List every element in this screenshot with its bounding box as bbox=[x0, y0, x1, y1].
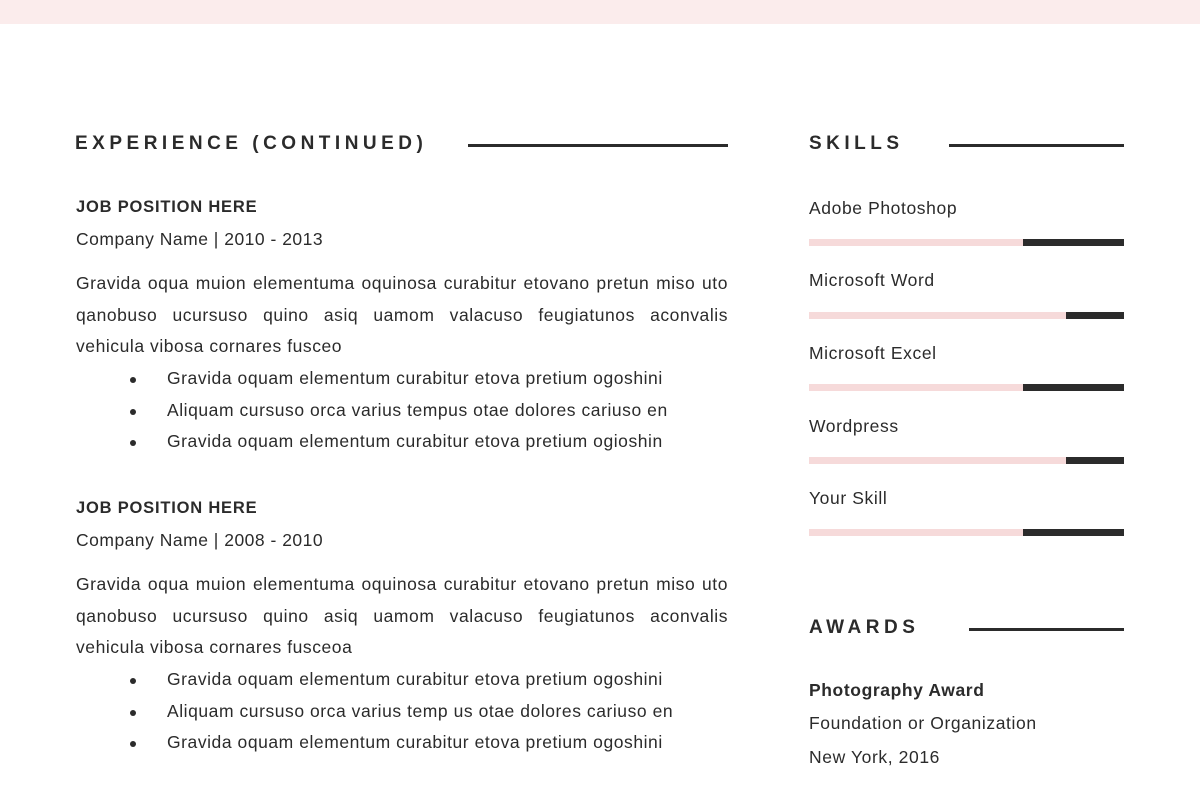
skill-bar-fill bbox=[809, 384, 1023, 391]
job-bullets bbox=[128, 664, 673, 759]
job-description: Gravida oqua muion elementuma oquinosa curabitur etovano pretun miso uto qanobuso ucursuso quino asiq uamom valacuso feugiatunos aconvalis vehicula vibosa cornares fusceo bbox=[76, 273, 728, 356]
list-item bbox=[128, 664, 673, 696]
job-company: Company Name | 2008 - 2010 bbox=[76, 530, 324, 550]
list-item bbox=[128, 727, 673, 759]
job-title: JOB POSITION HERE bbox=[76, 198, 258, 216]
experience-header bbox=[75, 133, 427, 155]
award-title: Photography Award bbox=[809, 680, 985, 700]
skill-bar-fill bbox=[809, 457, 1066, 464]
skill-label: Microsoft Excel bbox=[809, 343, 937, 363]
bullet-text: Gravida oquam elementum curabitur etova pretium ogioshin bbox=[167, 431, 663, 451]
job-description: Gravida oqua muion elementuma oquinosa curabitur etovano pretun miso uto qanobuso ucursuso quino asiq uamom valacuso feugiatunos aconvalis vehicula vibosa cornares fusceoa bbox=[76, 574, 728, 657]
bullet-icon bbox=[130, 377, 136, 383]
skill-bar bbox=[809, 384, 1124, 391]
experience-heading-rule bbox=[468, 144, 728, 147]
bullet-text: Gravida oquam elementum curabitur etova pretium ogoshini bbox=[167, 368, 663, 388]
award-organization: Foundation or Organization bbox=[809, 713, 1037, 733]
skills-heading: SKILLS bbox=[809, 133, 904, 154]
bullet-text: Aliquam cursuso orca varius tempus otae dolores cariuso en bbox=[167, 399, 668, 420]
skill-bar-fill bbox=[809, 312, 1066, 319]
list-item bbox=[128, 696, 673, 728]
skill-bar bbox=[809, 312, 1124, 319]
bullet-text: Aliquam cursuso orca varius temp us otae dolores cariuso en bbox=[167, 700, 674, 721]
skill-bar bbox=[809, 239, 1124, 246]
awards-heading: AWARDS bbox=[809, 617, 920, 638]
skill-label: Wordpress bbox=[809, 416, 899, 436]
bullet-icon bbox=[130, 741, 136, 747]
skill-label: Microsoft Word bbox=[809, 270, 935, 290]
list-item bbox=[128, 426, 668, 458]
skill-label: Adobe Photoshop bbox=[809, 198, 958, 218]
skill-bar-fill bbox=[809, 239, 1023, 246]
bullet-icon bbox=[130, 409, 136, 415]
job-company: Company Name | 2010 - 2013 bbox=[76, 229, 324, 249]
experience-heading: EXPERIENCE (CONTINUED) bbox=[75, 133, 428, 154]
skill-bar-fill bbox=[809, 529, 1023, 536]
top-accent-band bbox=[0, 0, 1200, 24]
awards-heading-rule bbox=[969, 628, 1124, 631]
skills-header bbox=[809, 133, 904, 155]
awards-header bbox=[809, 617, 919, 639]
skills-heading-rule bbox=[949, 144, 1124, 147]
bullet-icon bbox=[130, 710, 136, 716]
award-location: New York, 2016 bbox=[809, 747, 940, 767]
skill-bar bbox=[809, 457, 1124, 464]
bullet-text: Gravida oquam elementum curabitur etova pretium ogoshini bbox=[167, 669, 663, 689]
bullet-text: Gravida oquam elementum curabitur etova pretium ogoshini bbox=[167, 732, 663, 752]
bullet-icon bbox=[130, 678, 136, 684]
job-title: JOB POSITION HERE bbox=[76, 499, 258, 517]
skill-label: Your Skill bbox=[809, 488, 888, 508]
list-item bbox=[128, 363, 668, 395]
list-item bbox=[128, 395, 668, 427]
bullet-icon bbox=[130, 440, 136, 446]
skill-bar bbox=[809, 529, 1124, 536]
job-bullets bbox=[128, 363, 668, 458]
